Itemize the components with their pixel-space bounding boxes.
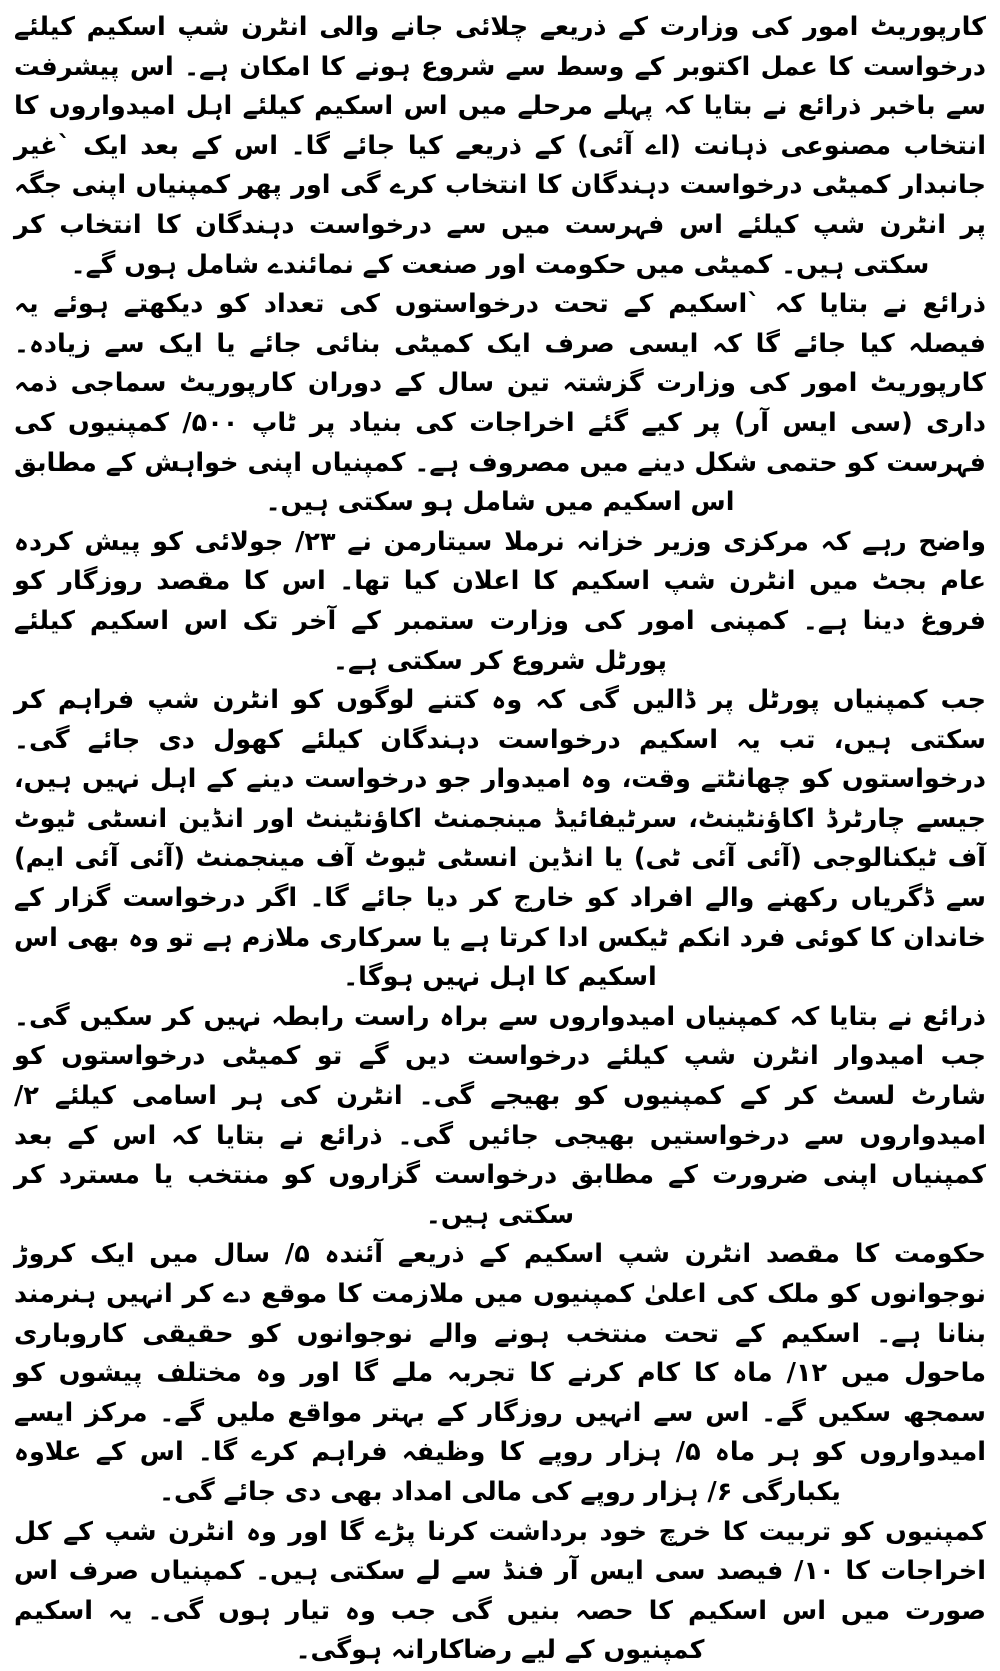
article-paragraph-4: جب کمپنیاں پورٹل پر ڈالیں گی کہ وہ کتنے لوگوں کو انٹرن شپ فراہم کر سکتی ہیں، تب یہ اسکیم درخواست دہندگان کیلئے کھول دی جائے گی۔ درخواستوں کو چھانٹتے وقت، وہ امیدوار جو درخواست دینے کے اہل نہیں ہیں، جیسے چارٹرڈ اکاؤنٹینٹ، سرٹیفائیڈ مینجمنٹ اکاؤنٹینٹ اور انڈین انسٹی ٹیوٹ آف ٹیکنالوجی (آئی آئی ٹی) یا انڈین انسٹی ٹیوٹ آف مینجمنٹ (آئی آئی ایم) سے ڈگریاں رکھنے والے افراد کو خارج کر دیا جائے گا۔ اگر درخواست گزار کے خاندان کا کوئی فرد انکم ٹیکس ادا کرتا ہے یا سرکاری ملازم ہے تو وہ بھی اس اسکیم کا اہل نہیں ہوگا۔ — [14, 685, 986, 993]
article-paragraph-2: ذرائع نے بتایا کہ `اسکیم کے تحت درخواستوں کی تعداد کو دیکھتے ہوئے یہ فیصلہ کیا جائے گا کہ ایسی صرف ایک کمیٹی بنائی جائے یا ایک سے زیادہ۔ کارپوریٹ امور کی وزارت گزشتہ تین سال کے دوران کارپوریٹ سماجی ذمہ داری (سی ایس آر) پر کیے گئے اخراجات کی بنیاد پر ٹاپ ۵۰۰/ کمپنیوں کی فہرست کو حتمی شکل دینے میں مصروف ہے۔ کمپنیاں اپنی خواہش کے مطابق اس اسکیم میں شامل ہو سکتی ہیں۔ — [14, 289, 986, 518]
article-paragraph-7: کمپنیوں کو تربیت کا خرچ خود برداشت کرنا پڑے گا اور وہ انٹرن شپ کے کل اخراجات کا ۱۰/ فیصد سی ایس آر فنڈ سے لے سکتی ہیں۔ کمپنیاں صرف اس صورت میں اس اسکیم کا حصہ بنیں گی جب وہ تیار ہوں گی۔ یہ اسکیم کمپنیوں کے لیے رضاکارانہ ہوگی۔ — [14, 1516, 986, 1666]
article-paragraph-3: واضح رہے کہ مرکزی وزیر خزانہ نرملا سیتارمن نے ۲۳/ جولائی کو پیش کردہ عام بجٹ میں انٹرن شپ اسکیم کا اعلان کیا تھا۔ اس کا مقصد روزگار کو فروغ دینا ہے۔ کمپنی امور کی وزارت ستمبر کے آخر تک اس اسکیم کیلئے پورٹل شروع کر سکتی ہے۔ — [14, 526, 986, 676]
article-paragraph-5: ذرائع نے بتایا کہ کمپنیاں امیدواروں سے براہ راست رابطہ نہیں کر سکیں گی۔ جب امیدوار انٹرن شپ کیلئے درخواست دیں گے تو کمیٹی درخواستوں کو شارٹ لسٹ کر کے کمپنیوں کو بھیجے گی۔ انٹرن کی ہر اسامی کیلئے ۲/ امیدواروں سے درخواستیں بھیجی جائیں گی۔ ذرائع نے بتایا کہ اس کے بعد کمپنیاں اپنی ضرورت کے مطابق درخواست گزاروں کو منتخب یا مسترد کر سکتی ہیں۔ — [14, 1001, 986, 1230]
article-paragraph-6: حکومت کا مقصد انٹرن شپ اسکیم کے ذریعے آئندہ ۵/ سال میں ایک کروڑ نوجوانوں کو ملک کی اعلیٰ کمپنیوں میں ملازمت کا موقع دے کر انہیں ہنرمند بنانا ہے۔ اسکیم کے تحت منتخب ہونے والے نوجوانوں کو حقیقی کاروباری ماحول میں ۱۲/ ماہ کا کام کرنے کا تجربہ ملے گا اور وہ مختلف پیشوں کو سمجھ سکیں گے۔ اس سے انہیں روزگار کے بہتر مواقع ملیں گے۔ مرکز ایسے امیدواروں کو ہر ماہ ۵/ ہزار روپے کا وظیفہ فراہم کرے گا۔ اس کے علاوہ یکبارگی ۶/ ہزار روپے کی مالی امداد بھی دی جائے گی۔ — [14, 1239, 986, 1507]
article-paragraph-1: کارپوریٹ امور کی وزارت کے ذریعے چلائی جانے والی انٹرن شپ اسکیم کیلئے درخواست کا عمل اکتوبر کے وسط سے شروع ہونے کا امکان ہے۔ اس پیشرفت سے باخبر ذرائع نے بتایا کہ پہلے مرحلے میں اس اسکیم کیلئے اہل امیدواروں کا انتخاب مصنوعی ذہانت (اے آئی) کے ذریعے کیا جائے گا۔ اس کے بعد ایک `غیر جانبدار کمیٹی درخواست دہندگان کا انتخاب کرے گی اور پھر کمپنیاں اپنی جگہ پر انٹرن شپ کیلئے اس فہرست میں سے درخواست دہندگان کا انتخاب کر سکتی ہیں۔ کمیٹی میں حکومت اور صنعت کے نمائندے شامل ہوں گے۔ — [14, 12, 986, 280]
